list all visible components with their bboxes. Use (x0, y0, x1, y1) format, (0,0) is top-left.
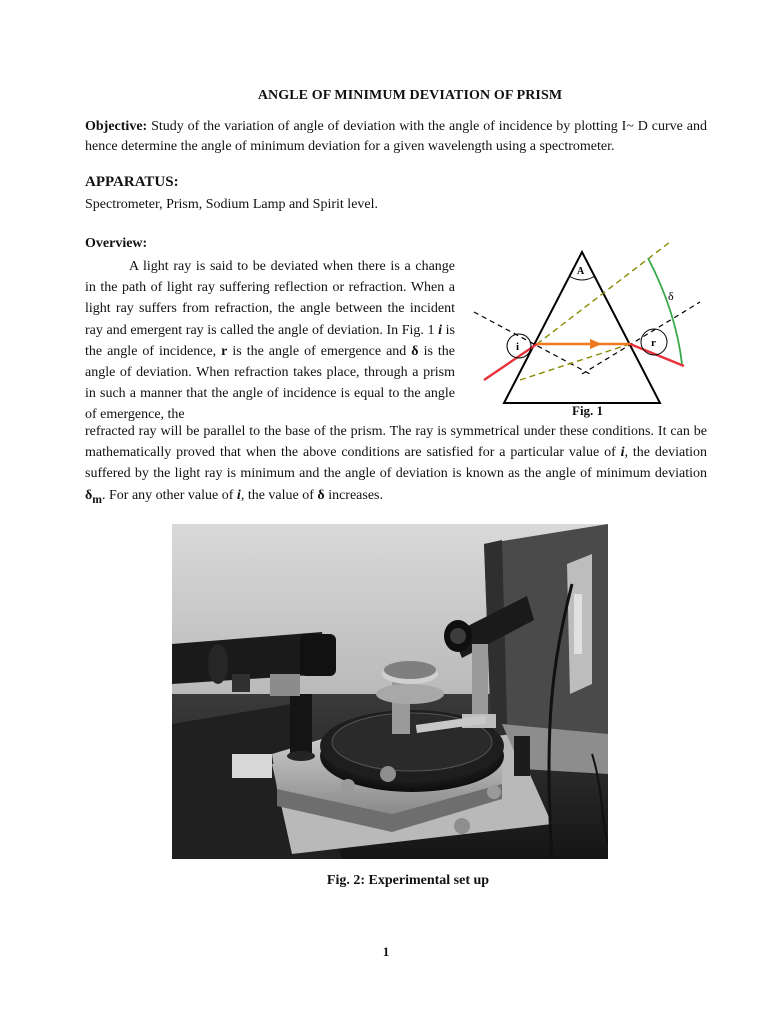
apparatus-text: Spectrometer, Prism, Sodium Lamp and Spirit level. (85, 197, 379, 212)
objective-paragraph (85, 117, 707, 157)
label-emergence: r (651, 337, 656, 349)
incident-ray (484, 344, 537, 380)
label-deviation: δ (668, 289, 674, 303)
overview-paragraph-continued: refracted ray will be parallel to the base of the prism. The ray is symmetrical under these conditions. It can be mathematically proved that when the above conditions are satisfied for a particular value of i, the deviation suffered by the light ray is minimum and the angle of deviation is known as the angle of minimum deviation $\delta_m$. For any other value of i, the value of δ increases. (85, 424, 708, 506)
label-apex-angle: A (577, 266, 585, 277)
objective-label: Objective: (85, 119, 148, 134)
overview-heading: Overview: (85, 236, 148, 251)
refracted-ray-arrow (590, 339, 602, 349)
spectrometer-photo (172, 524, 608, 859)
incident-extension (537, 242, 670, 344)
apparatus-heading: APPARATUS: (85, 174, 179, 190)
symbol-i: i (438, 322, 443, 338)
symbol-delta: δ (411, 343, 419, 359)
page-title: ANGLE OF MINIMUM DEVIATION OF PRISM (257, 88, 563, 103)
objective-text: Study of the variation of angle of deviation with the angle of incidence by plotting I~ D curve and hence determine the angle of minimum deviation for a given wavelength using a spectrometer. (85, 119, 707, 154)
label-incidence: i (516, 341, 520, 353)
symbol-delta-min: $\delta_m$ (85, 487, 102, 506)
emergent-extension (520, 344, 630, 380)
symbol-r: r (221, 343, 228, 359)
figure1-caption: Fig. 1 (572, 403, 604, 418)
prism-diagram (470, 232, 706, 422)
overview-paragraph-wrapped: A light ray is said to be deviated when there is a change in the path of light ray suffering reflection or refraction. When a light ray suffers from refraction, the angle between the incident ray and emergent ray is called the angle of deviation. In Fig. 1 i is the angle of incidence, r is the angle of emergence and δ is the angle of deviation. When refraction takes place, through a prism in such a manner that the angle of incidence is equal to the angle of emergence, the (85, 259, 455, 423)
figure2-caption: Fig. 2: Experimental set up (326, 873, 490, 888)
page-number: 1 (382, 944, 390, 959)
